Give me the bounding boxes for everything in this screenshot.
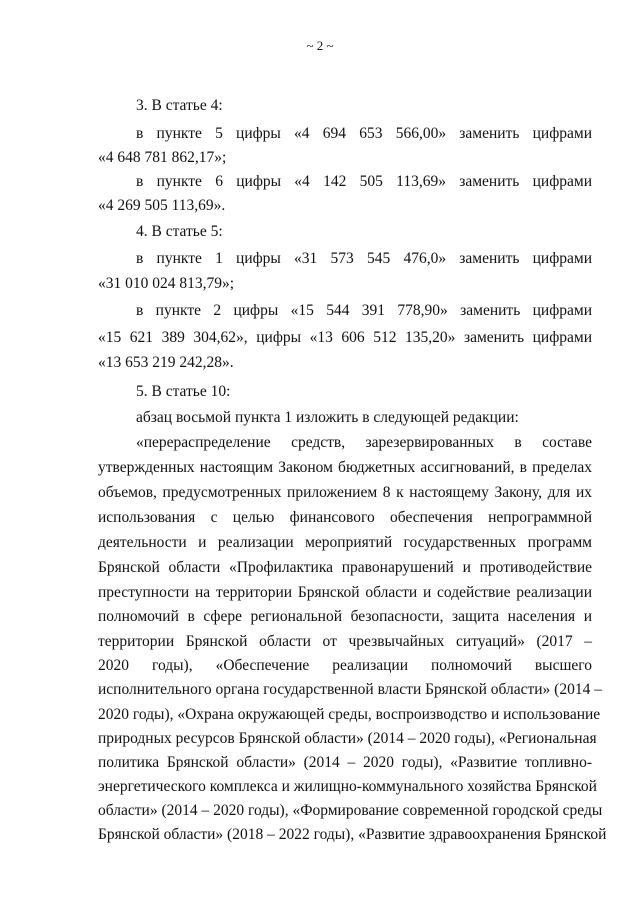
text-line: объемов, предусмотренных приложением 8 к настоящему Закону, для их xyxy=(98,484,592,501)
text-line: территории Брянской области от чрезвычайных ситуаций» (2017 – xyxy=(98,633,592,650)
text-line: полномочий в сфере региональной безопасности, защита населения и xyxy=(98,608,592,625)
text-line: 2020 годы), «Обеспечение реализации полномочий высшего xyxy=(98,657,592,674)
text-line: «13 653 219 242,28». xyxy=(98,354,234,371)
text-line: 5. В статье 10: xyxy=(136,383,231,400)
page-number: ~ 2 ~ xyxy=(306,38,334,53)
text-line: 3. В статье 4: xyxy=(136,97,223,114)
text-line: Брянской области «Профилактика правонарушений и противодействие xyxy=(98,559,592,576)
text-line: в пункте 1 цифры «31 573 545 476,0» заменить цифрами xyxy=(136,250,592,267)
text-line: «4 648 781 862,17»; xyxy=(98,149,227,166)
text-line: политика Брянской области» (2014 – 2020 годы), «Развитие топливно- xyxy=(98,754,592,771)
text-line: в пункте 2 цифры «15 544 391 778,90» заменить цифрами xyxy=(136,302,592,319)
text-line: «15 621 389 304,62», цифры «13 606 512 135,20» заменить цифрами xyxy=(98,329,592,346)
text-line: деятельности и реализации мероприятий государственных программ xyxy=(98,534,592,551)
text-line: природных ресурсов Брянской области» (2014 – 2020 годы), «Региональная xyxy=(98,730,597,747)
text-line: «31 010 024 813,79»; xyxy=(98,275,235,292)
text-line: области» (2014 – 2020 годы), «Формирование современной городской среды xyxy=(98,802,603,819)
text-line: использования с целью финансового обеспечения непрограммной xyxy=(98,509,592,526)
text-line: 4. В статье 5: xyxy=(136,223,223,240)
text-line: исполнительного органа государственной власти Брянской области» (2014 – xyxy=(98,681,602,698)
text-line: утвержденных настоящим Законом бюджетных ассигнований, в пределах xyxy=(98,459,592,476)
text-line: в пункте 5 цифры «4 694 653 566,00» заменить цифрами xyxy=(136,125,592,142)
text-line: «перераспределение средств, зарезервированных в составе xyxy=(136,434,592,451)
text-line: 2020 годы), «Охрана окружающей среды, воспроизводство и использование xyxy=(98,706,601,723)
text-line: энергетического комплекса и жилищно-коммунального хозяйства Брянской xyxy=(98,778,597,795)
text-line: преступности на территории Брянской области и содействие реализации xyxy=(98,584,592,601)
text-line: в пункте 6 цифры «4 142 505 113,69» заменить цифрами xyxy=(136,173,592,190)
text-line: абзац восьмой пункта 1 изложить в следующей редакции: xyxy=(136,409,519,426)
text-line: «4 269 505 113,69». xyxy=(98,197,226,214)
text-line: Брянской области» (2018 – 2022 годы), «Развитие здравоохранения Брянской xyxy=(98,826,607,843)
